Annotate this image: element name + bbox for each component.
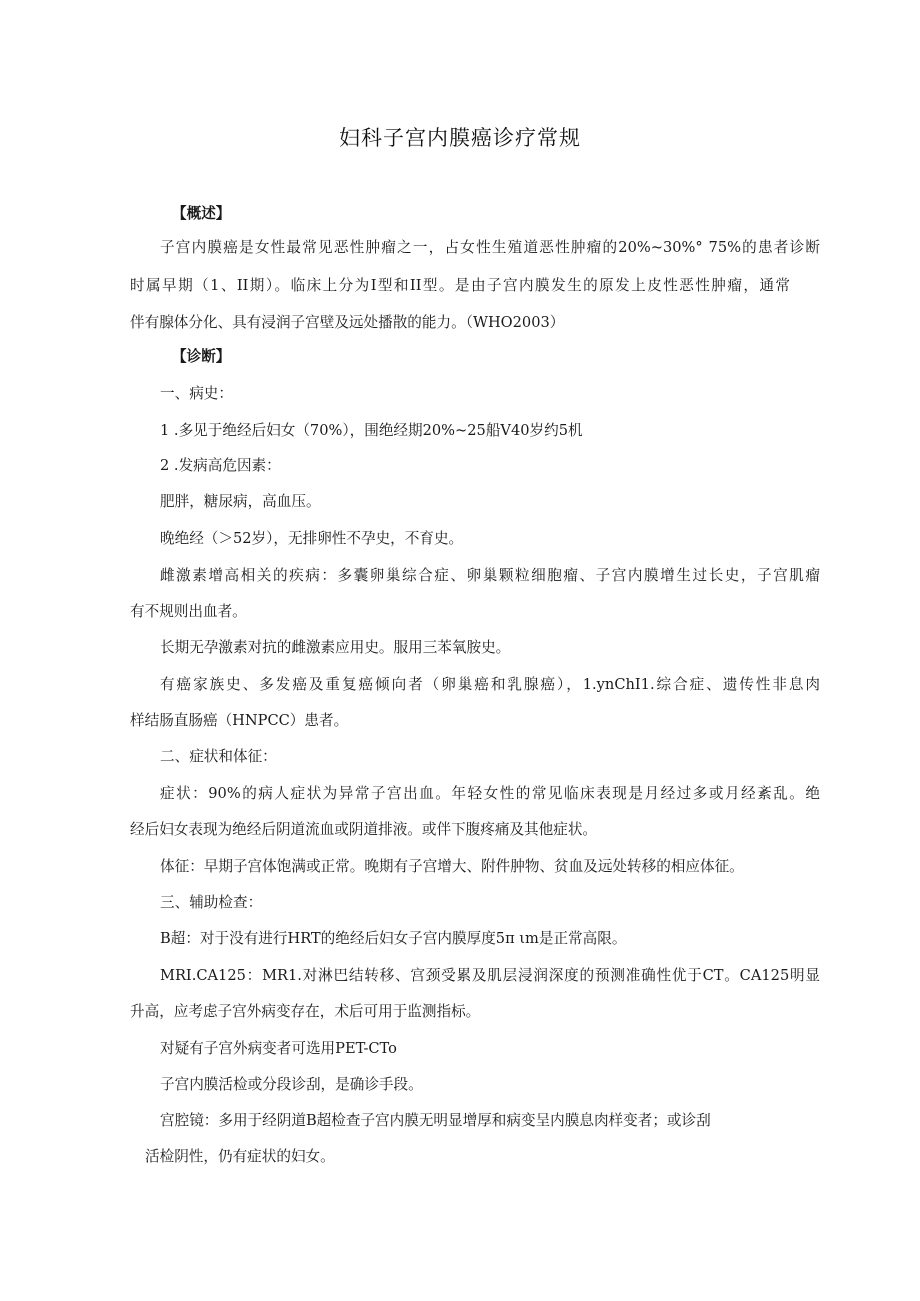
symptom-line-2: 经后妇女表现为绝经后阴道流血或阴道排液。或伴下腹疼痛及其他症状。: [130, 821, 598, 838]
history-item-1: 1 .多见于绝经后妇女（70%），围绝经期20%~25船V40岁约5机: [160, 422, 583, 439]
diagnosis-heading: 【诊断】: [172, 348, 231, 365]
biopsy-text: 子宫内膜活检或分段诊刮，是确诊手段。: [160, 1076, 423, 1093]
symptom-line-1: 症状：90%的病人症状为异常子宫出血。年轻女性的常见临床表现是月经过多或月经紊乱。绝: [160, 785, 820, 802]
sign-text: 体征：早期子宫体饱满或正常。晚期有子宫增大、附件肿物、贫血及远处转移的相应体征。: [160, 858, 744, 875]
history-heading: 一、病史：: [160, 385, 233, 402]
document-title: 妇科子宫内膜癌诊疗常规: [339, 126, 581, 150]
history-item-2: 2 .发病高危因素：: [160, 457, 281, 474]
overview-line-1: 子宫内膜癌是女性最常见恶性肿瘤之一，占女性生殖道恶性肿瘤的20%~30%° 75%的患者诊断: [160, 239, 820, 256]
risk-factor-3-line-1: 雌激素增高相关的疾病：多囊卵巢综合症、卵巢颗粒细胞瘤、子宫内膜增生过长史，子宫肌瘤: [160, 567, 820, 584]
risk-factor-5-line-1: 有癌家族史、多发癌及重复癌倾向者（卵巢癌和乳腺癌），1.ynChI1.综合症、遗传性非息肉: [160, 676, 820, 693]
pet-text: 对疑有子宫外病变者可选用PET-CTo: [160, 1040, 397, 1057]
risk-factor-1: 肥胖，糖尿病，高血压。: [160, 493, 321, 510]
overview-line-2: 时属早期（1、II期）。临床上分为I型和II型。是由子宫内膜发生的原发上皮性恶性肿瘤，通常: [130, 277, 790, 294]
mri-line-1: MRI.CA125：MR1.对淋巴结转移、宫颈受累及肌层浸润深度的预测准确性优于CT。CA125明显: [160, 967, 820, 984]
risk-factor-2: 晚绝经（＞52岁），无排卵性不孕史，不育史。: [160, 530, 464, 547]
hysteroscopy-line-1: 宫腔镜：多用于经阴道B超检查子宫内膜无明显增厚和病变呈内膜息肉样变者；或诊刮: [160, 1112, 711, 1129]
overview-heading: 【概述】: [172, 205, 231, 222]
symptoms-heading: 二、症状和体征：: [160, 748, 277, 765]
hysteroscopy-line-2: 活检阴性，仍有症状的妇女。: [145, 1148, 335, 1165]
exams-heading: 三、辅助检查：: [160, 894, 263, 911]
mri-line-2: 升高，应考虑子宫外病变存在，术后可用于监测指标。: [130, 1003, 481, 1020]
overview-line-3: 伴有腺体分化、具有浸润子宫壁及远处播散的能力。（WHO2003）: [130, 314, 565, 331]
risk-factor-3-line-2: 有不规则出血者。: [130, 603, 247, 620]
ultrasound-text: B超：对于没有进行HRT的绝经后妇女子宫内膜厚度5π ιm是正常高限。: [160, 930, 627, 947]
risk-factor-5-line-2: 样结肠直肠癌（HNPCC）患者。: [130, 712, 349, 729]
risk-factor-4: 长期无孕激素对抗的雌激素应用史。服用三苯氧胺史。: [160, 639, 511, 656]
